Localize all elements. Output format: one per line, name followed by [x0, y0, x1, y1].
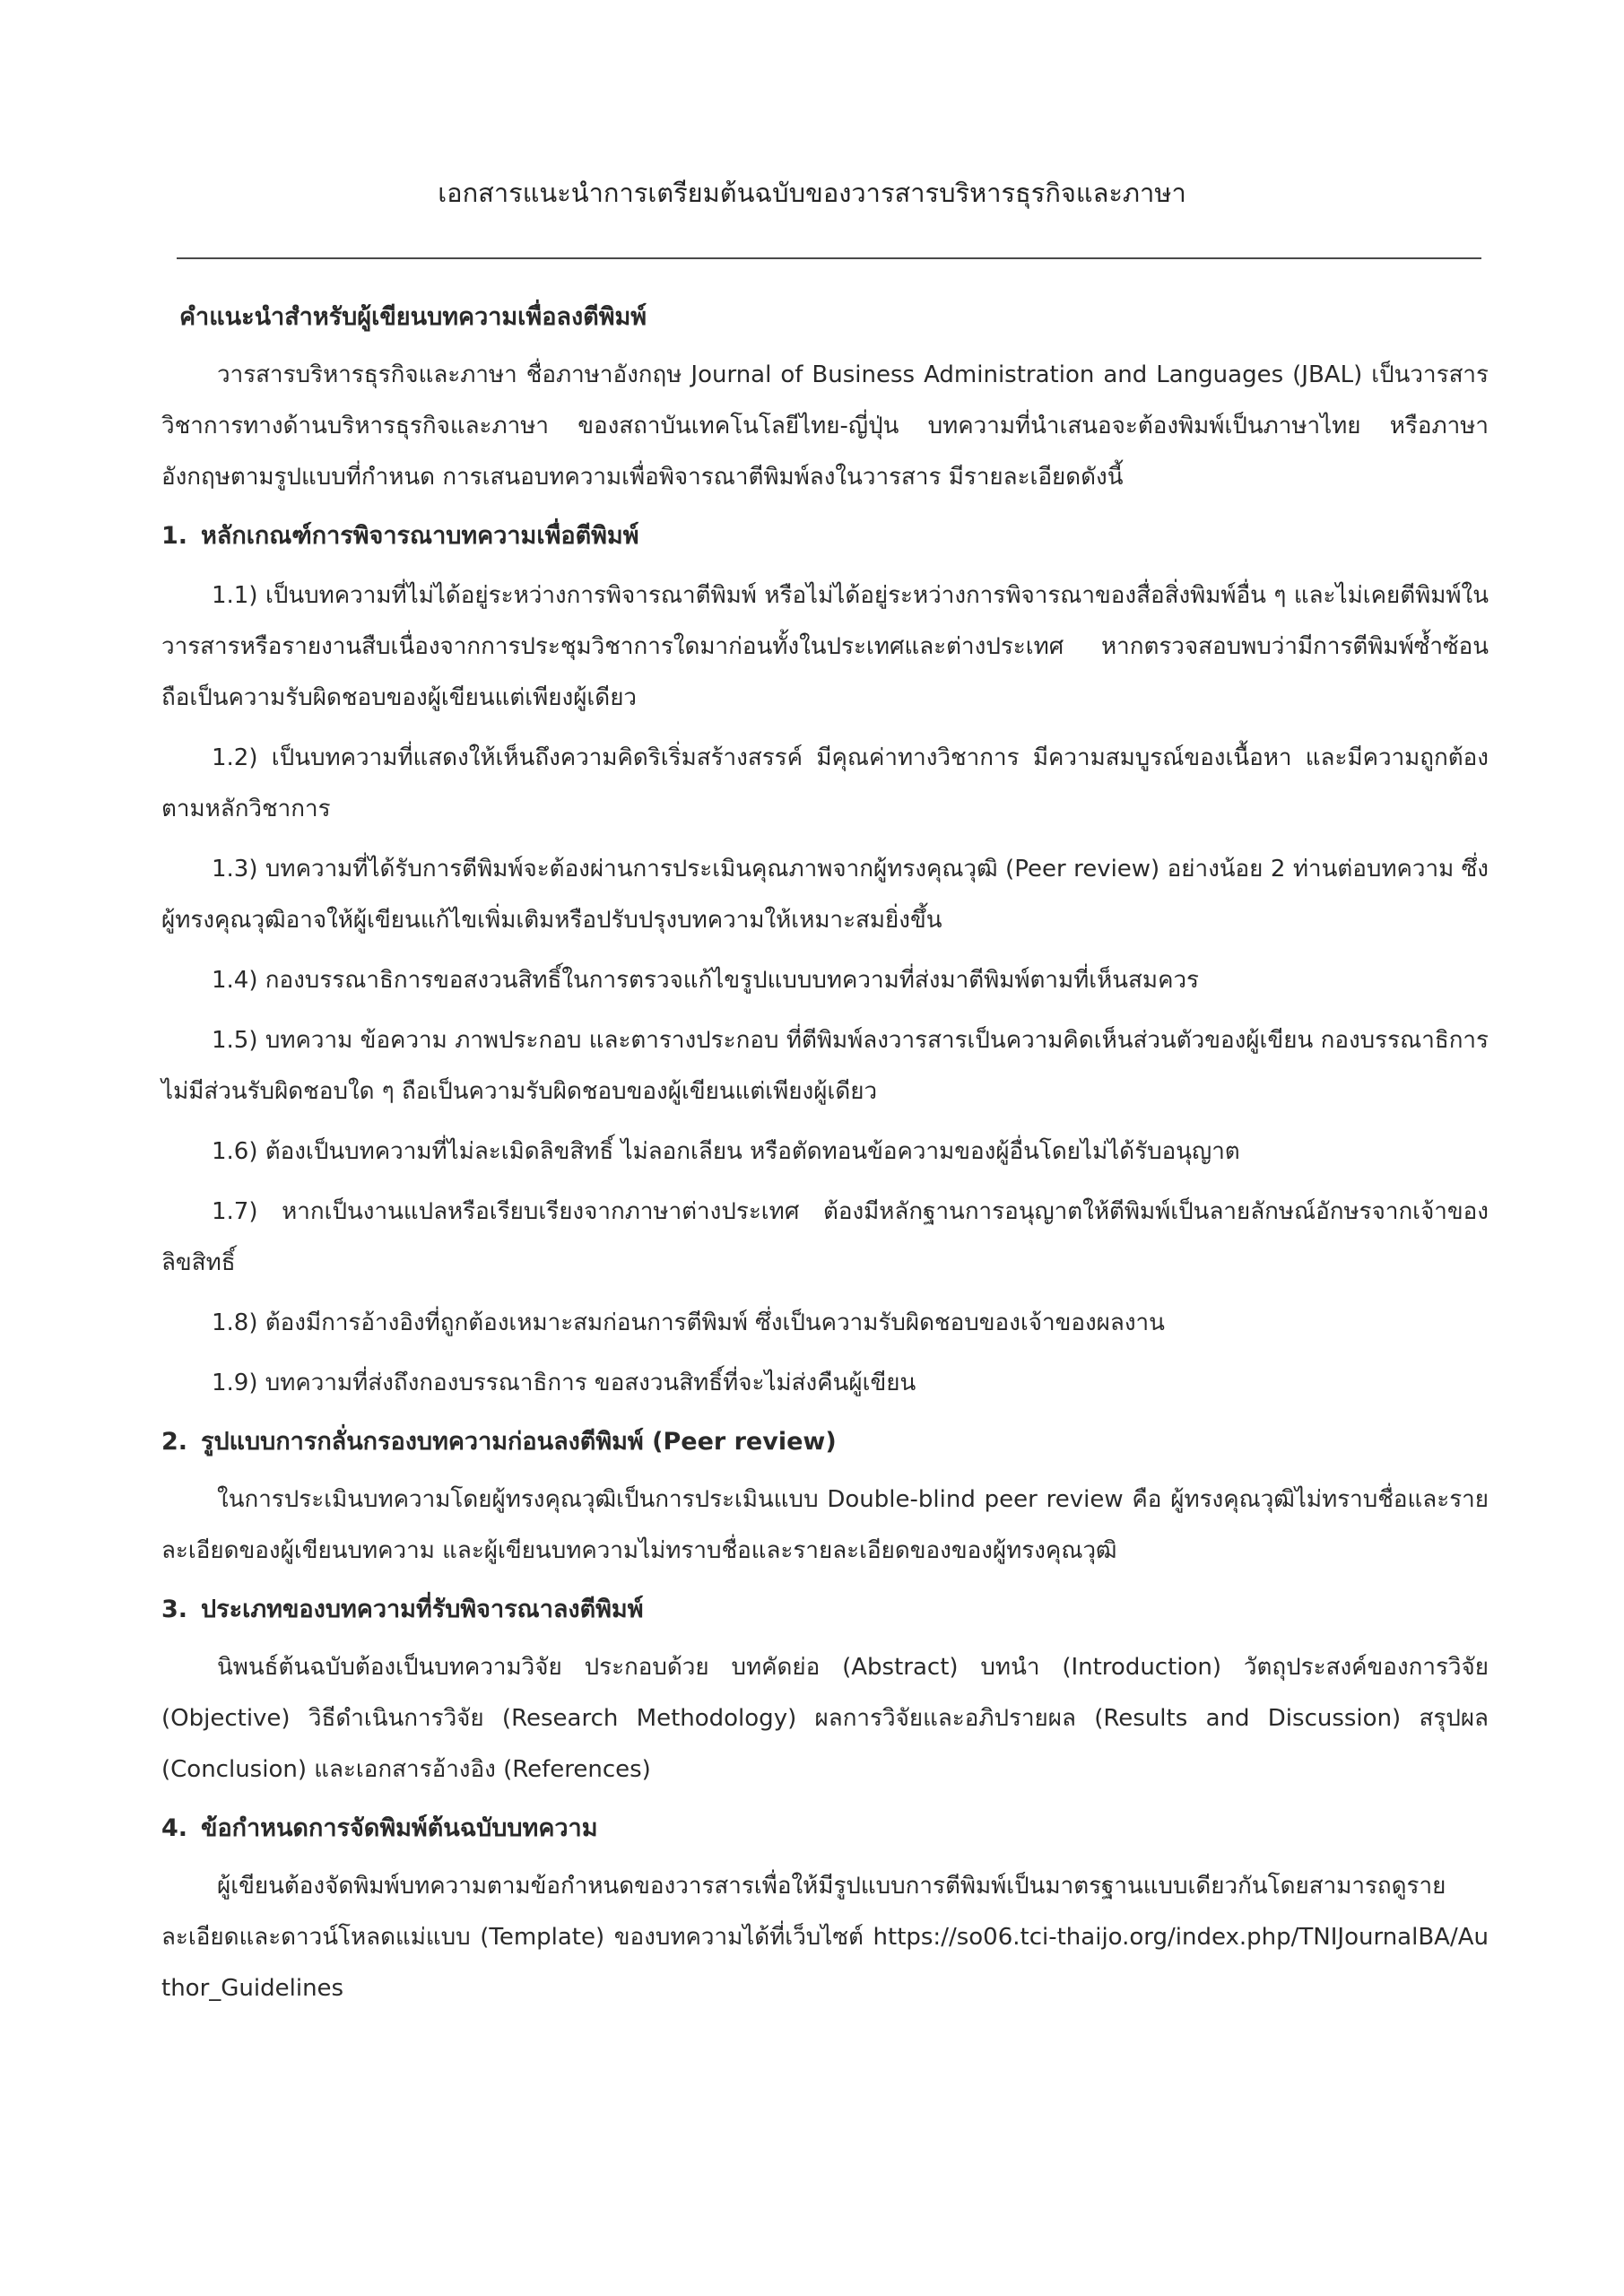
criteria-item-4: 1.4) กองบรรณาธิการขอสงวนสิทธิ์ในการตรวจแก้ไขรูปแบบบทความที่ส่งมาตีพิมพ์ตามที่เห็นสมควร — [212, 967, 1200, 994]
section-2-heading — [161, 1416, 1489, 1467]
title-divider — [177, 257, 1481, 259]
section-2-number: 2. — [161, 1428, 188, 1456]
intro-paragraph: วารสารบริหารธุรกิจและภาษา ชื่อภาษาอังกฤษ Journal of Business Administration and Languages (JBAL) เป็นวารสารวิชาการทางด้านบริหารธุรกิจและภาษา ของสถาบันเทคโนโลยีไทย-ญี่ปุ่น บทความที่นำเสนอจะต้องพิมพ์เป็นภาษาไทย หรือภาษาอังกฤษตามรูปแบบที่กำหนด การเสนอบทความเพื่อพิจารณาตีพิมพ์ลงในวารสาร มีรายละเอียดดังนี้ — [161, 361, 1489, 491]
section-4-number: 4. — [161, 1814, 188, 1842]
criteria-item-8: 1.8) ต้องมีการอ้างอิงที่ถูกต้องเหมาะสมก่อนการตีพิมพ์ ซึ่งเป็นความรับผิดชอบของเจ้าของผลงาน — [212, 1309, 1165, 1336]
section-3-title: ประเภทของบทความที่รับพิจารณาลงตีพิมพ์ — [201, 1596, 644, 1623]
criteria-item-3: 1.3) บทความที่ได้รับการตีพิมพ์จะต้องผ่านการประเมินคุณภาพจากผู้ทรงคุณวุฒิ (Peer review) อย่างน้อย 2 ท่านต่อบทความ ซึ่งผู้ทรงคุณวุฒิอาจให้ผู้เขียนแก้ไขเพิ่มเติมหรือปรับปรุงบทความให้เหมาะสมยิ่งขึ้น — [161, 856, 1489, 934]
criteria-item-1: 1.1) เป็นบทความที่ไม่ได้อยู่ระหว่างการพิจารณาตีพิมพ์ หรือไม่ได้อยู่ระหว่างการพิจารณาของสื่อสิ่งพิมพ์อื่น ๆ และไม่เคยตีพิมพ์ในวารสารหรือรายงานสืบเนื่องจากการประชุมวิชาการใดมาก่อนทั้งในประเทศและต่างประเทศ หากตรวจสอบพบว่ามีการตีพิมพ์ซ้ำซ้อน ถือเป็นความรับผิดชอบของผู้เขียนแต่เพียงผู้เดียว — [161, 582, 1489, 711]
section-4-text: ผู้เขียนต้องจัดพิมพ์บทความตามข้อกำหนดของวารสารเพื่อให้มีรูปแบบการตีพิมพ์เป็นมาตรฐานแบบเดียวกันโดยสามารถดูรายละเอียดและดาวน์โหลดแม่แบบ (Template) ของบทความได้ที่เว็บไซต์ — [161, 1873, 1446, 1951]
section-1-number: 1. — [161, 522, 188, 550]
section-1-heading — [161, 510, 1489, 561]
section-4-paragraph — [161, 1861, 1489, 2014]
section-1-title: หลักเกณฑ์การพิจารณาบทความเพื่อตีพิมพ์ — [201, 522, 639, 550]
document-body — [161, 291, 1489, 2014]
criteria-item-2: 1.2) เป็นบทความที่แสดงให้เห็นถึงความคิดริเริ่มสร้างสรรค์ มีคุณค่าทางวิชาการ มีความสมบูรณ์ของเนื้อหา และมีความถูกต้องตามหลักวิชาการ — [161, 744, 1489, 822]
section-4-heading — [161, 1803, 1489, 1854]
section-4-title: ข้อกำหนดการจัดพิมพ์ต้นฉบับบทความ — [201, 1814, 598, 1842]
author-guidelines-link[interactable]: https://so06.tci-thaijo.org/index.php/TNIJournalBA/Author_Guidelines — [161, 1924, 1489, 2002]
criteria-item-9: 1.9) บทความที่ส่งถึงกองบรรณาธิการ ขอสงวนสิทธิ์ที่จะไม่ส่งคืนผู้เขียน — [212, 1370, 916, 1396]
section-3-paragraph: นิพนธ์ต้นฉบับต้องเป็นบทความวิจัย ประกอบด้วย บทคัดย่อ (Abstract) บทนำ (Introduction) วัตถุประสงค์ของการวิจัย (Objective) วิธีดำเนินการวิจัย (Research Methodology) ผลการวิจัยและอภิปรายผล (Results and Discussion) สรุปผล (Conclusion) และเอกสารอ้างอิง (References) — [161, 1654, 1489, 1783]
section-3-heading — [161, 1584, 1489, 1635]
criteria-item-6: 1.6) ต้องเป็นบทความที่ไม่ละเมิดลิขสิทธิ์ ไม่ลอกเลียน หรือตัดทอนข้อความของผู้อื่นโดยไม่ได้รับอนุญาต — [212, 1138, 1240, 1165]
section-2-title: รูปแบบการกลั่นกรองบทความก่อนลงตีพิมพ์ (Peer review) — [201, 1428, 837, 1456]
section-3-number: 3. — [161, 1596, 188, 1623]
criteria-item-7: 1.7) หากเป็นงานแปลหรือเรียบเรียงจากภาษาต่างประเทศ ต้องมีหลักฐานการอนุญาตให้ตีพิมพ์เป็นลายลักษณ์อักษรจากเจ้าของลิขสิทธิ์ — [161, 1198, 1489, 1276]
criteria-item-5: 1.5) บทความ ข้อความ ภาพประกอบ และตารางประกอบ ที่ตีพิมพ์ลงวารสารเป็นความคิดเห็นส่วนตัวของผู้เขียน กองบรรณาธิการไม่มีส่วนรับผิดชอบใด ๆ ถือเป็นความรับผิดชอบของผู้เขียนแต่เพียงผู้เดียว — [161, 1027, 1489, 1105]
intro-heading: คำแนะนำสำหรับผู้เขียนบทความเพื่อลงตีพิมพ์ — [179, 303, 647, 331]
section-2-paragraph: ในการประเมินบทความโดยผู้ทรงคุณวุฒิเป็นการประเมินแบบ Double-blind peer review คือ ผู้ทรงคุณวุฒิไม่ทราบชื่อและรายละเอียดของผู้เขียนบทความ และผู้เขียนบทความไม่ทราบชื่อและรายละเอียดของของผู้ทรงคุณวุฒิ — [161, 1486, 1489, 1564]
document-title: เอกสารแนะนำการเตรียมต้นฉบับของวารสารบริหารธุรกิจและภาษา — [438, 178, 1186, 208]
